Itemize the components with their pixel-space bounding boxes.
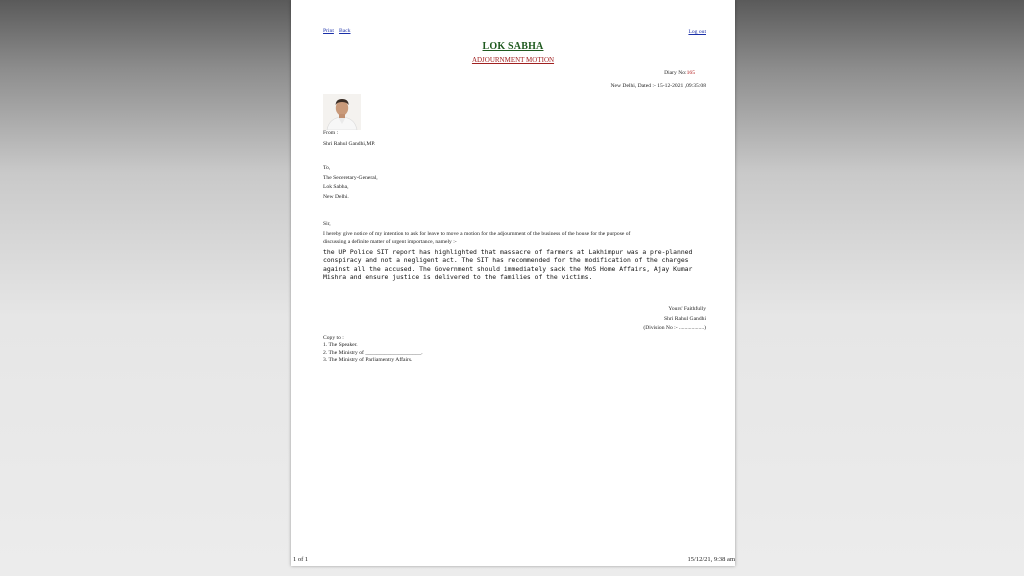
copy-label: Copy to : [323,335,344,341]
closing-name: Shri Rahul Gandhi [664,316,706,322]
to-line: New Delhi. [323,194,349,200]
page-counter: 1 of 1 [293,556,309,563]
back-link[interactable]: Back [339,28,351,34]
from-label: From : [323,130,339,136]
closing-division: (Division No :- ..................) [643,325,706,331]
copy-item: 3. The Ministry of Parliamentry Affairs. [323,357,413,363]
member-photo [323,94,361,130]
portrait-image [323,94,361,130]
print-timestamp: 15/12/21, 9:38 am [687,556,735,563]
intro-line: I hereby give notice of my intention to ask for leave to move a motion for the adjournment of the business of the house for the purpose of [323,231,631,237]
copy-item: 1. The Speaker. [323,342,358,348]
page-title: LOK SABHA [482,41,544,52]
document-page [291,0,735,566]
salutation: Sir, [323,221,331,227]
motion-text: the UP Police SIT report has highlighted that massacre of farmers at Lakhimpur was a pre-planned conspiracy and not a negligent act. The SIT has recommended for the modification of the charges against all the accused. The Government should immediately sack the MoS Home Affairs, Ajay Kumar Mishra and ensure justice is delivered to the families of the victims. [323,248,693,282]
print-link[interactable]: Print [323,28,334,34]
from-name: Shri Rahul Gandhi,MP. [323,141,376,147]
intro-line: discussing a definite matter of urgent importance, namely :- [323,239,457,245]
diary-number [664,71,695,77]
page-subtitle: ADJOURNMENT MOTION [471,56,555,64]
copy-item: 2. The Ministry of ____________________. [323,350,423,356]
diary-value: 165 [686,70,695,76]
logout-link[interactable]: Log out [688,29,706,35]
closing-faithfully: Yours' Faithfully [668,306,706,312]
to-label: To, [323,165,331,171]
to-line: The Seceretary-General, [323,175,378,181]
diary-label: Diary No: [664,70,687,76]
to-line: Lok Sabha, [323,184,349,190]
dated-line: New Delhi, Dated :- 15-12-2021 ,09:35:08 [610,83,706,89]
